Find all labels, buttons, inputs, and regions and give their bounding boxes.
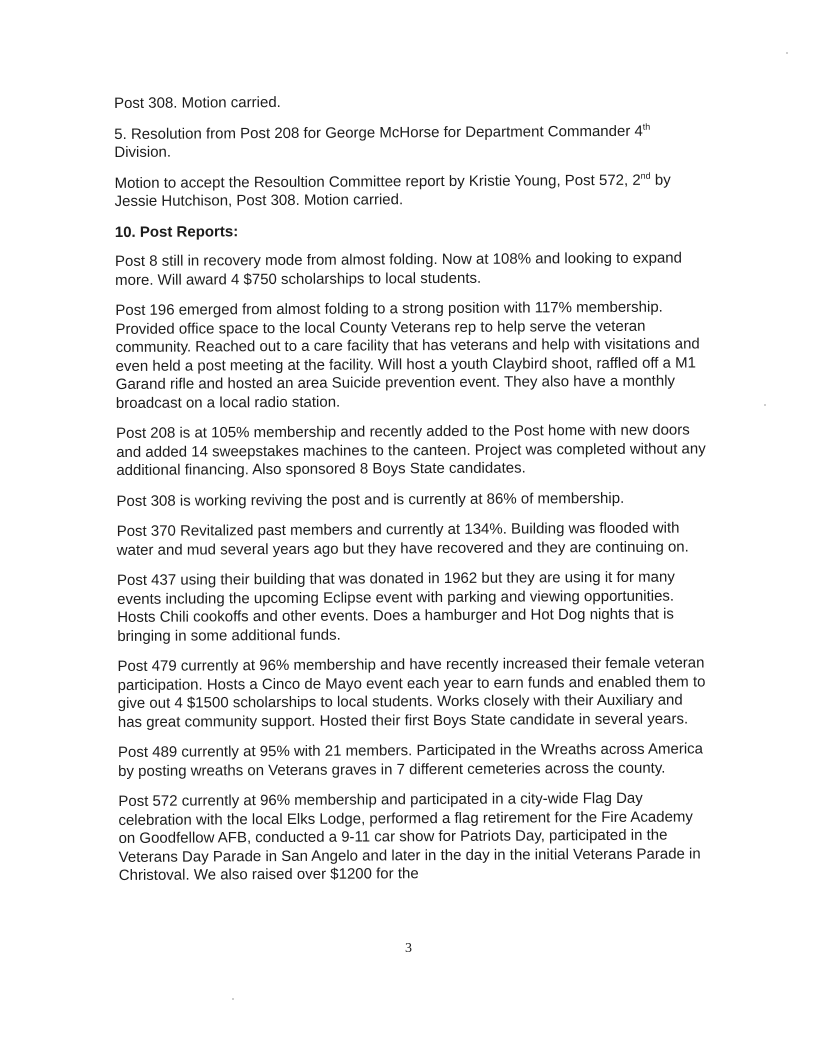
- paragraph-post-370: Post 370 Revitalized past members and currently at 134%. Building was flooded with water and mud several years ago but they have recovered and they are continuing on.: [116, 519, 689, 559]
- paragraph-motion-carried: Post 308. Motion carried.: [114, 93, 281, 112]
- paragraph-post-208: Post 208 is at 105% membership and recently added to the Post home with new doors and added 14 sweepstakes machines to the canteen. Project was completed without any additional financing. Also sponsored 8 Boys State candidates.: [116, 421, 706, 479]
- paragraph-post-437: Post 437 using their building that was donated in 1962 but they are using it for many events including the upcoming Eclipse event with parking and viewing opportunities. Hosts Chili cookoffs and other events. Does a hamburger and Hot Dog nights that is bringing in some additional funds.: [116, 568, 675, 645]
- paragraph-post-489: Post 489 currently at 95% with 21 members. Participated in the Wreaths across America by posting wreaths on Veterans graves in 7 different cemeteries across the county.: [117, 740, 704, 780]
- resolution-motion-text-end: by Jessie Hutchison, Post 308. Motion carried.: [114, 171, 671, 210]
- paragraph-post-479: Post 479 currently at 96% membership and have recently increased their female veteran participation. Hosts a Cinco de Mayo event each year to earn funds and enabled them to give out 4 $1500 scholarships to local students. Works closely with their Auxiliary and has great community support. Hosted their first Boys State candidate in several years.: [117, 654, 706, 731]
- paragraph-post-8: Post 8 still in recovery mode from almost folding. Now at 108% and looking to expand more. Will award 4 $750 scholarships to local students.: [114, 249, 683, 289]
- page-number: 3: [405, 941, 412, 956]
- resolution-5-text: 5. Resolution from Post 208 for George McHorse for Department Commander 4: [114, 122, 643, 143]
- scan-speck: [786, 52, 788, 54]
- ordinal-superscript: th: [642, 121, 651, 132]
- scan-speck: [764, 404, 766, 406]
- paragraph-post-308: Post 308 is working reviving the post and is currently at 86% of membership.: [116, 489, 625, 510]
- scan-speck: [232, 998, 234, 1000]
- paragraph-resolution-motion: [114, 171, 706, 212]
- ordinal-superscript: nd: [640, 170, 651, 181]
- paragraph-post-572: Post 572 currently at 96% membership and participated in a city-wide Flag Day celebration with the local Elks Lodge, performed a flag retirement for the Fire Academy on Goodfellow AFB, conducted a 9-11 car show for Patriots Day, participated in the Veterans Day Parade in San Angelo and later in the day in the initial Veterans Parade in Christoval. We also raised over $1200 for the: [118, 789, 701, 884]
- paragraph-post-196: Post 196 emerged from almost folding to a strong position with 117% membership. Provided office space to the local County Veterans rep to help serve the veteran community. Reached out to a care facility that has veterans and help with visitations and even held a post meeting at the facility. Will host a youth Claybird shoot, raffled off a M1 Garand rifle and hosted an area Suicide prevention event. They also have a monthly broadcast on a local radio station.: [115, 298, 700, 412]
- resolution-motion-text: Motion to accept the Resoultion Committee report by Kristie Young, Post 572, 2: [114, 171, 641, 192]
- paragraph-resolution-5: [114, 122, 706, 163]
- resolution-5-text-end: Division.: [114, 143, 172, 161]
- document-body: [114, 91, 711, 897]
- section-heading-post-reports: 10. Post Reports:: [114, 222, 239, 241]
